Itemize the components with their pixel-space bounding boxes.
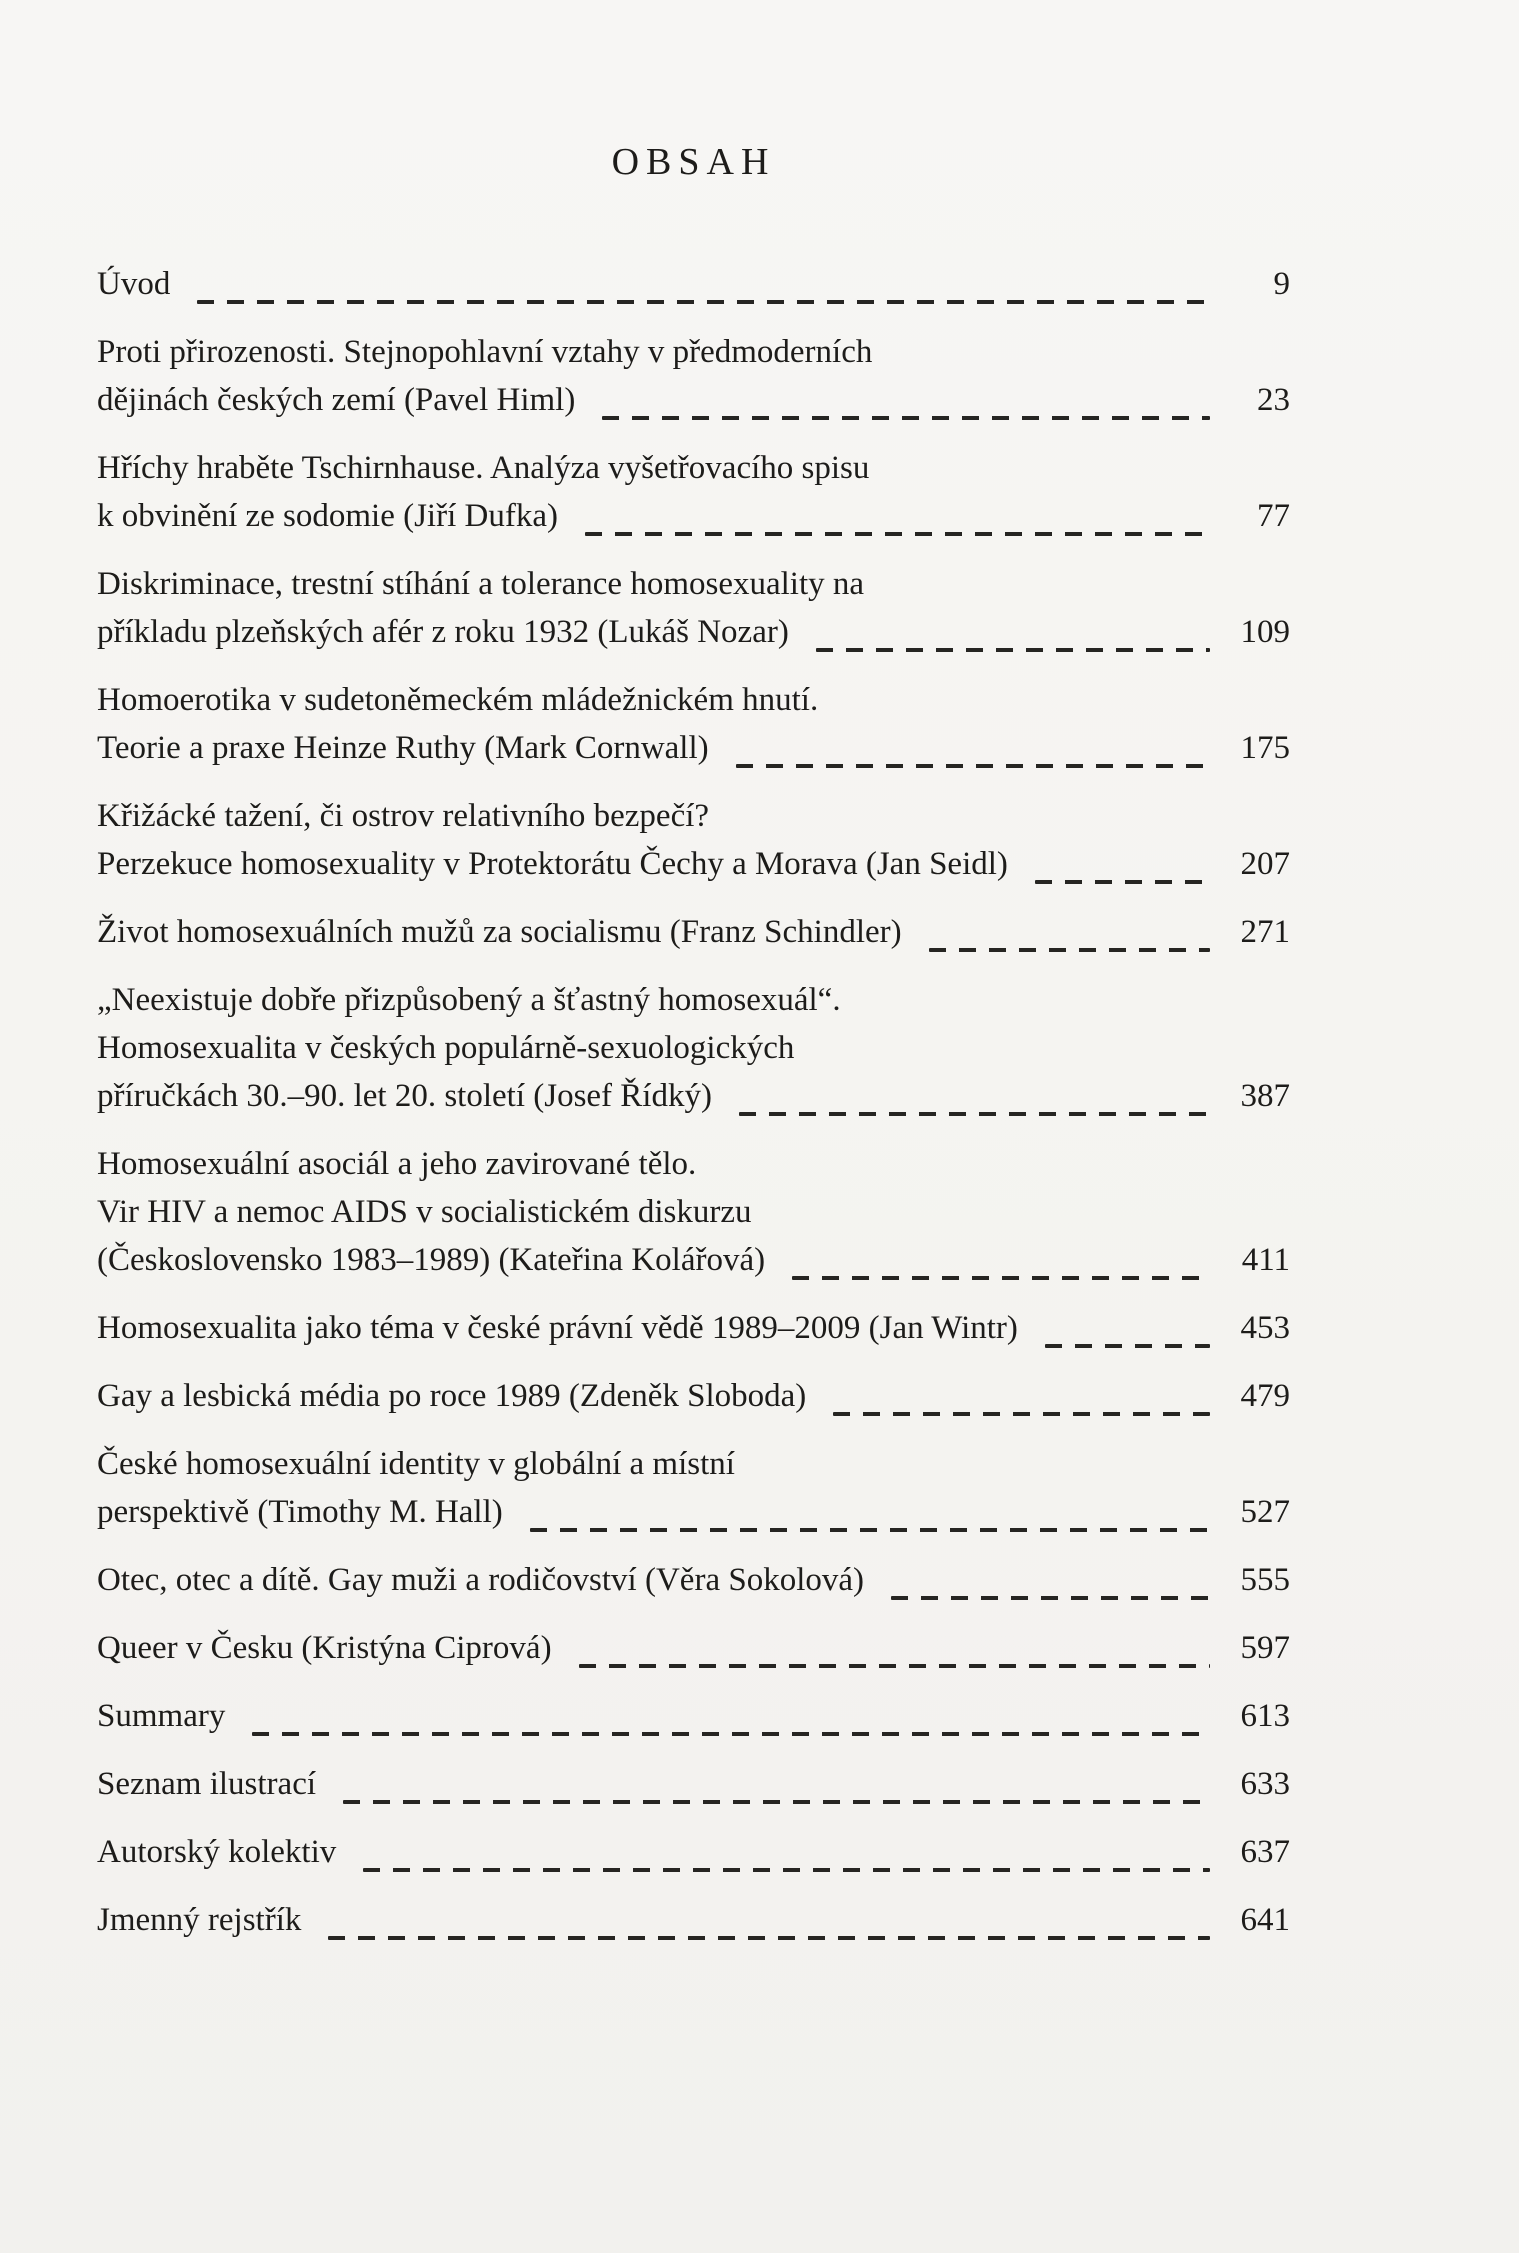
entry-line: Křižácké tažení, či ostrov relativního bezpečí? — [97, 798, 710, 834]
toc-entry — [97, 1624, 1290, 1672]
entry-line: Úvod — [97, 266, 171, 302]
entry-last-line — [97, 840, 1290, 888]
toc-entry — [97, 792, 1290, 888]
dash-leader — [1035, 880, 1210, 884]
entry-line: příkladu plzeňských afér z roku 1932 (Lukáš Nozar) — [97, 614, 789, 650]
dash-leader — [739, 1112, 1210, 1116]
entry-line: (Československo 1983–1989) (Kateřina Kolářová) — [97, 1242, 766, 1278]
toc-entry — [97, 1304, 1290, 1352]
entry-last-line — [97, 1072, 1290, 1120]
entry-last-line — [97, 724, 1290, 772]
toc-entry — [97, 1140, 1290, 1284]
entry-line: České homosexuální identity v globální a místní — [97, 1446, 735, 1482]
entry-line: příručkách 30.–90. let 20. století (Josef Řídký) — [97, 1078, 712, 1114]
page-number: 387 — [1240, 1078, 1290, 1114]
dash-leader — [736, 764, 1210, 768]
entry-last-line — [97, 376, 1290, 424]
toc-entry — [97, 908, 1290, 956]
page-number: 453 — [1240, 1310, 1290, 1346]
toc-entry — [97, 1372, 1290, 1420]
dash-leader — [891, 1596, 1210, 1600]
entry-last-line — [97, 608, 1290, 656]
entry-last-line — [97, 492, 1290, 540]
entry-line: Homoerotika v sudetoněmeckém mládežnickém hnutí. — [97, 682, 819, 718]
toc-content — [97, 140, 1290, 1944]
dash-leader — [363, 1868, 1210, 1872]
page-number: 23 — [1257, 382, 1290, 418]
entry-line: Queer v Česku (Kristýna Ciprová) — [97, 1630, 552, 1666]
dash-leader — [328, 1936, 1210, 1940]
entry-last-line — [97, 1692, 1290, 1740]
entry-line: k obvinění ze sodomie (Jiří Dufka) — [97, 498, 558, 534]
entry-last-line — [97, 1760, 1290, 1808]
toc-entry — [97, 260, 1290, 308]
page-number: 555 — [1240, 1562, 1290, 1598]
page-number: 637 — [1240, 1834, 1290, 1870]
dash-leader — [579, 1664, 1210, 1668]
dash-leader — [1045, 1344, 1210, 1348]
dash-leader — [602, 416, 1210, 420]
page-number: 641 — [1240, 1902, 1290, 1938]
toc-entry — [97, 1440, 1290, 1536]
entry-line: perspektivě (Timothy M. Hall) — [97, 1494, 503, 1530]
page-number: 613 — [1240, 1698, 1290, 1734]
page-number: 527 — [1240, 1494, 1290, 1530]
entry-line: Vir HIV a nemoc AIDS v socialistickém diskurzu — [97, 1194, 752, 1230]
entry-last-line — [97, 260, 1290, 308]
dash-leader — [530, 1528, 1210, 1532]
page-title: OBSAH — [611, 141, 776, 183]
entry-line: Seznam ilustrací — [97, 1766, 317, 1802]
entry-line: „Neexistuje dobře přizpůsobený a šťastný homosexuál“. — [97, 982, 841, 1018]
page-number: 633 — [1240, 1766, 1290, 1802]
page-number: 9 — [1273, 266, 1290, 302]
toc-entry — [97, 328, 1290, 424]
page-number: 175 — [1240, 730, 1290, 766]
dash-leader — [585, 532, 1210, 536]
entry-line: Proti přirozenosti. Stejnopohlavní vztahy v předmoderních — [97, 334, 873, 370]
entry-line: Homosexualita jako téma v české právní vědě 1989–2009 (Jan Wintr) — [97, 1310, 1018, 1346]
entry-line: Diskriminace, trestní stíhání a tolerance homosexuality na — [97, 566, 865, 602]
entry-line: Autorský kolektiv — [97, 1834, 337, 1870]
page-number: 597 — [1240, 1630, 1290, 1666]
page-number: 77 — [1257, 498, 1290, 534]
entry-line: dějinách českých zemí (Pavel Himl) — [97, 382, 576, 418]
entry-last-line — [97, 1828, 1290, 1876]
dash-leader — [816, 648, 1210, 652]
entry-line: Gay a lesbická média po roce 1989 (Zdeněk Sloboda) — [97, 1378, 807, 1414]
dash-leader — [833, 1412, 1210, 1416]
page-number: 411 — [1241, 1242, 1290, 1278]
entry-line: Otec, otec a dítě. Gay muži a rodičovství (Věra Sokolová) — [97, 1562, 864, 1598]
toc-entry — [97, 1828, 1290, 1876]
entry-line: Homosexualita v českých populárně-sexuologických — [97, 1030, 795, 1066]
dash-leader — [197, 300, 1210, 304]
entry-last-line — [97, 1556, 1290, 1604]
entry-last-line — [97, 1624, 1290, 1672]
dash-leader — [792, 1276, 1210, 1280]
entry-line: Hříchy hraběte Tschirnhause. Analýza vyšetřovacího spisu — [97, 450, 870, 486]
entry-last-line — [97, 908, 1290, 956]
dash-leader — [929, 948, 1210, 952]
entry-line: Homosexuální asociál a jeho zavirované tělo. — [97, 1146, 697, 1182]
page-number: 207 — [1240, 846, 1290, 882]
page-number: 109 — [1240, 614, 1290, 650]
toc-entry — [97, 976, 1290, 1120]
toc-entry — [97, 560, 1290, 656]
entry-last-line — [97, 1896, 1290, 1944]
page-number: 271 — [1240, 914, 1290, 950]
entry-last-line — [97, 1236, 1290, 1284]
toc-entry — [97, 444, 1290, 540]
entry-line: Jmenný rejstřík — [97, 1902, 302, 1938]
toc-entry — [97, 676, 1290, 772]
entry-last-line — [97, 1372, 1290, 1420]
entry-last-line — [97, 1304, 1290, 1352]
entry-last-line — [97, 1488, 1290, 1536]
dash-leader — [343, 1800, 1210, 1804]
entry-line: Perzekuce homosexuality v Protektorátu Čechy a Morava (Jan Seidl) — [97, 846, 1008, 882]
page-number: 479 — [1240, 1378, 1290, 1414]
entry-line: Život homosexuálních mužů za socialismu (Franz Schindler) — [97, 914, 902, 950]
toc-entry — [97, 1692, 1290, 1740]
entry-line: Summary — [97, 1698, 226, 1734]
dash-leader — [252, 1732, 1210, 1736]
toc-entry — [97, 1556, 1290, 1604]
entry-line: Teorie a praxe Heinze Ruthy (Mark Cornwall) — [97, 730, 709, 766]
toc-entry — [97, 1760, 1290, 1808]
toc-entry — [97, 1896, 1290, 1944]
